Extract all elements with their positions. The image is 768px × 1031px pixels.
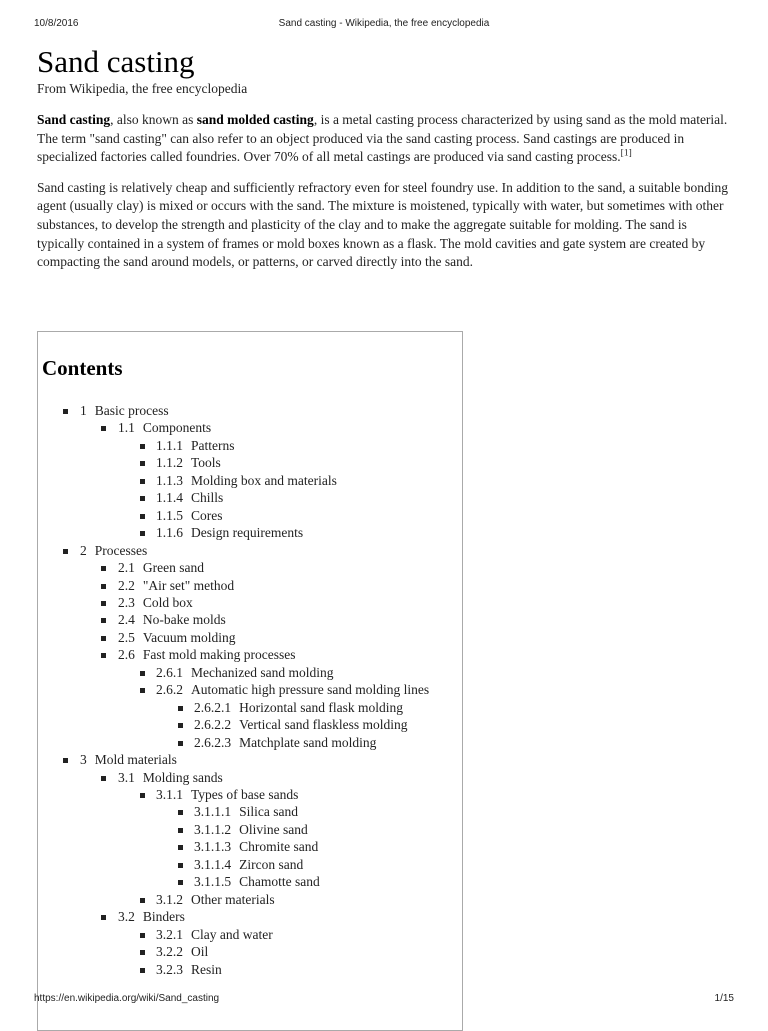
toc-item-number: 3.1.1.1 xyxy=(194,804,232,820)
toc-item-label: Chromite sand xyxy=(239,839,319,855)
square-bullet-icon xyxy=(178,723,183,728)
intro-paragraph-2: Sand casting is relatively cheap and sufficiently refractory even for steel foundry use. In addition to the sand, a suitable bonding agent (usually clay) is mixed or occurs with the sand. The mixture is moistened, typically with water, but sometimes with other substances, to develop the strength and plasticity of the clay and to make the aggregate suitable for molding. The sand is typically contained in a system of frames or mold boxes known as a flask. The mold cavities and gate system are created by compacting the sand around models, or patterns, or carved directly into the sand. xyxy=(37,179,729,270)
square-bullet-icon xyxy=(63,549,68,554)
toc-item[interactable] xyxy=(38,489,462,506)
toc-item[interactable] xyxy=(38,629,462,646)
para1-text-2: , is a metal casting process characterized by using sand as the mold material. The term "sand casting" can also refer to an object produced via the sand casting process. Sand castings are produced in specialized factories called foundries. Over 70% of all metal castings are produced via sand casting process. xyxy=(37,112,728,165)
toc-item[interactable] xyxy=(38,419,462,436)
toc-item[interactable] xyxy=(38,507,462,524)
toc-item[interactable] xyxy=(38,524,462,541)
toc-item-label: Clay and water xyxy=(191,926,273,942)
toc-item-number: 2 xyxy=(80,542,87,558)
toc-item-label: Olivine sand xyxy=(239,821,308,837)
toc-item[interactable] xyxy=(38,908,462,925)
square-bullet-icon xyxy=(140,933,145,938)
square-bullet-icon xyxy=(178,810,183,815)
toc-item-number: 2.4 xyxy=(118,612,135,628)
square-bullet-icon xyxy=(101,566,106,571)
toc-item[interactable] xyxy=(38,542,462,559)
para1-text-1: , also known as xyxy=(110,112,197,127)
toc-item-label: Chills xyxy=(191,490,224,506)
toc-list xyxy=(38,402,462,978)
toc-item-number: 2.3 xyxy=(118,594,135,610)
toc-item-label: Patterns xyxy=(191,437,235,453)
toc-item-number: 2.5 xyxy=(118,629,135,645)
print-footer xyxy=(34,993,734,1007)
square-bullet-icon xyxy=(140,479,145,484)
toc-item-label: Molding sands xyxy=(142,769,223,785)
toc-item-number: 3.1.1 xyxy=(156,786,183,802)
toc-item-label: Molding box and materials xyxy=(191,472,337,488)
toc-item[interactable] xyxy=(38,734,462,751)
toc-item[interactable] xyxy=(38,681,462,698)
toc-item-number: 1 xyxy=(80,403,87,418)
toc-item-label: "Air set" method xyxy=(142,577,235,593)
toc-item-number: 2.6.2.2 xyxy=(194,717,232,733)
print-url: https://en.wikipedia.org/wiki/Sand_casting xyxy=(34,993,220,1004)
toc-item[interactable] xyxy=(38,594,462,611)
toc-item-label: Basic process xyxy=(94,403,169,418)
toc-item-label: Horizontal sand flask molding xyxy=(239,699,403,715)
toc-item[interactable] xyxy=(38,961,462,978)
article-tagline: From Wikipedia, the free encyclopedia xyxy=(37,81,248,96)
square-bullet-icon xyxy=(140,793,145,798)
square-bullet-icon xyxy=(101,584,106,589)
article-title: Sand casting xyxy=(37,44,195,79)
toc-item-label: Silica sand xyxy=(239,804,298,820)
table-of-contents xyxy=(37,331,463,1031)
toc-item-number: 1.1 xyxy=(118,420,135,436)
toc-item[interactable] xyxy=(38,873,462,890)
square-bullet-icon xyxy=(140,688,145,693)
toc-item-label: Vacuum molding xyxy=(142,629,236,645)
toc-item-label: Vertical sand flaskless molding xyxy=(239,717,408,733)
toc-item-number: 1.1.4 xyxy=(156,490,183,506)
toc-item-number: 2.6.2.1 xyxy=(194,699,232,715)
print-page-title: Sand casting - Wikipedia, the free encyclopedia xyxy=(278,18,490,29)
square-bullet-icon xyxy=(101,776,106,781)
square-bullet-icon xyxy=(63,409,68,414)
toc-item-label: Components xyxy=(142,420,212,436)
toc-item[interactable] xyxy=(38,821,462,838)
toc-item-label: Fast mold making processes xyxy=(142,647,296,663)
square-bullet-icon xyxy=(140,461,145,466)
square-bullet-icon xyxy=(178,828,183,833)
toc-item-number: 2.6 xyxy=(118,647,135,663)
toc-item-number: 3.1.1.2 xyxy=(194,821,232,837)
square-bullet-icon xyxy=(140,950,145,955)
toc-item[interactable] xyxy=(38,577,462,594)
toc-item[interactable] xyxy=(38,664,462,681)
toc-item[interactable] xyxy=(38,856,462,873)
square-bullet-icon xyxy=(178,706,183,711)
toc-item-label: Zircon sand xyxy=(239,856,304,872)
toc-item[interactable] xyxy=(38,943,462,960)
toc-item-number: 3 xyxy=(80,752,87,768)
toc-item-label: Processes xyxy=(94,542,148,558)
toc-item-label: No-bake molds xyxy=(142,612,226,628)
toc-item[interactable] xyxy=(38,716,462,733)
toc-item-number: 1.1.6 xyxy=(156,525,183,541)
toc-item-number: 1.1.1 xyxy=(156,437,183,453)
toc-item-label: Matchplate sand molding xyxy=(239,734,377,750)
toc-item[interactable] xyxy=(38,803,462,820)
toc-item-number: 1.1.5 xyxy=(156,507,183,523)
toc-item-label: Cores xyxy=(191,507,223,523)
toc-item-label: Tools xyxy=(191,455,221,471)
toc-item[interactable] xyxy=(38,838,462,855)
toc-item-number: 3.1 xyxy=(118,769,135,785)
toc-item[interactable] xyxy=(38,402,462,419)
toc-item-label: Mold materials xyxy=(94,752,177,768)
square-bullet-icon xyxy=(101,618,106,623)
print-page-number: 1/15 xyxy=(714,993,734,1004)
square-bullet-icon xyxy=(178,741,183,746)
toc-item[interactable] xyxy=(38,891,462,908)
square-bullet-icon xyxy=(140,444,145,449)
toc-item-label: Green sand xyxy=(142,560,204,576)
toc-item-label: Cold box xyxy=(142,594,193,610)
toc-item-number: 2.1 xyxy=(118,560,135,576)
toc-item-number: 3.1.1.4 xyxy=(194,856,232,872)
toc-item-number: 3.2 xyxy=(118,909,135,925)
print-header xyxy=(34,18,734,32)
toc-item-label: Resin xyxy=(191,961,222,977)
toc-item-label: Design requirements xyxy=(191,525,304,541)
toc-item[interactable] xyxy=(38,751,462,768)
toc-item[interactable] xyxy=(38,559,462,576)
bold-term-sand-molded-casting: sand molded casting xyxy=(196,112,314,127)
toc-item-label: Binders xyxy=(142,909,185,925)
toc-item-label: Chamotte sand xyxy=(239,874,320,890)
square-bullet-icon xyxy=(101,653,106,658)
toc-item-number: 2.6.2 xyxy=(156,682,183,698)
square-bullet-icon xyxy=(140,968,145,973)
toc-item-number: 2.2 xyxy=(118,577,135,593)
square-bullet-icon xyxy=(140,531,145,536)
toc-item-number: 2.6.1 xyxy=(156,664,183,680)
square-bullet-icon xyxy=(101,426,106,431)
toc-item-label: Automatic high pressure sand molding lines xyxy=(191,682,430,698)
toc-item-number: 3.2.1 xyxy=(156,926,183,942)
toc-item[interactable] xyxy=(38,699,462,716)
square-bullet-icon xyxy=(140,671,145,676)
toc-item-number: 3.2.2 xyxy=(156,944,183,960)
reference-link-1[interactable]: [1] xyxy=(620,148,632,159)
square-bullet-icon xyxy=(101,915,106,920)
toc-item[interactable] xyxy=(38,454,462,471)
toc-item-number: 1.1.2 xyxy=(156,455,183,471)
toc-item-label: Other materials xyxy=(191,891,275,907)
square-bullet-icon xyxy=(101,601,106,606)
square-bullet-icon xyxy=(178,880,183,885)
article-content xyxy=(37,44,731,284)
square-bullet-icon xyxy=(101,636,106,641)
toc-item-number: 2.6.2.3 xyxy=(194,734,232,750)
toc-item-label: Mechanized sand molding xyxy=(191,664,334,680)
toc-item[interactable] xyxy=(38,646,462,663)
intro-paragraph-1 xyxy=(37,111,731,167)
toc-item[interactable] xyxy=(38,611,462,628)
square-bullet-icon xyxy=(63,758,68,763)
toc-item-number: 3.1.2 xyxy=(156,891,183,907)
toc-item-number: 3.1.1.5 xyxy=(194,874,232,890)
toc-item[interactable] xyxy=(38,769,462,786)
square-bullet-icon xyxy=(178,845,183,850)
toc-item[interactable] xyxy=(38,437,462,454)
toc-title: Contents xyxy=(42,356,123,380)
toc-item-label: Types of base sands xyxy=(191,786,299,802)
toc-item[interactable] xyxy=(38,926,462,943)
print-date: 10/8/2016 xyxy=(34,18,79,29)
square-bullet-icon xyxy=(140,898,145,903)
toc-item-number: 3.2.3 xyxy=(156,961,183,977)
toc-item-number: 3.1.1.3 xyxy=(194,839,232,855)
square-bullet-icon xyxy=(178,863,183,868)
toc-item[interactable] xyxy=(38,786,462,803)
square-bullet-icon xyxy=(140,514,145,519)
toc-item[interactable] xyxy=(38,472,462,489)
bold-term-sand-casting: Sand casting xyxy=(37,112,111,127)
square-bullet-icon xyxy=(140,496,145,501)
toc-item-label: Oil xyxy=(191,944,209,960)
toc-item-number: 1.1.3 xyxy=(156,472,183,488)
